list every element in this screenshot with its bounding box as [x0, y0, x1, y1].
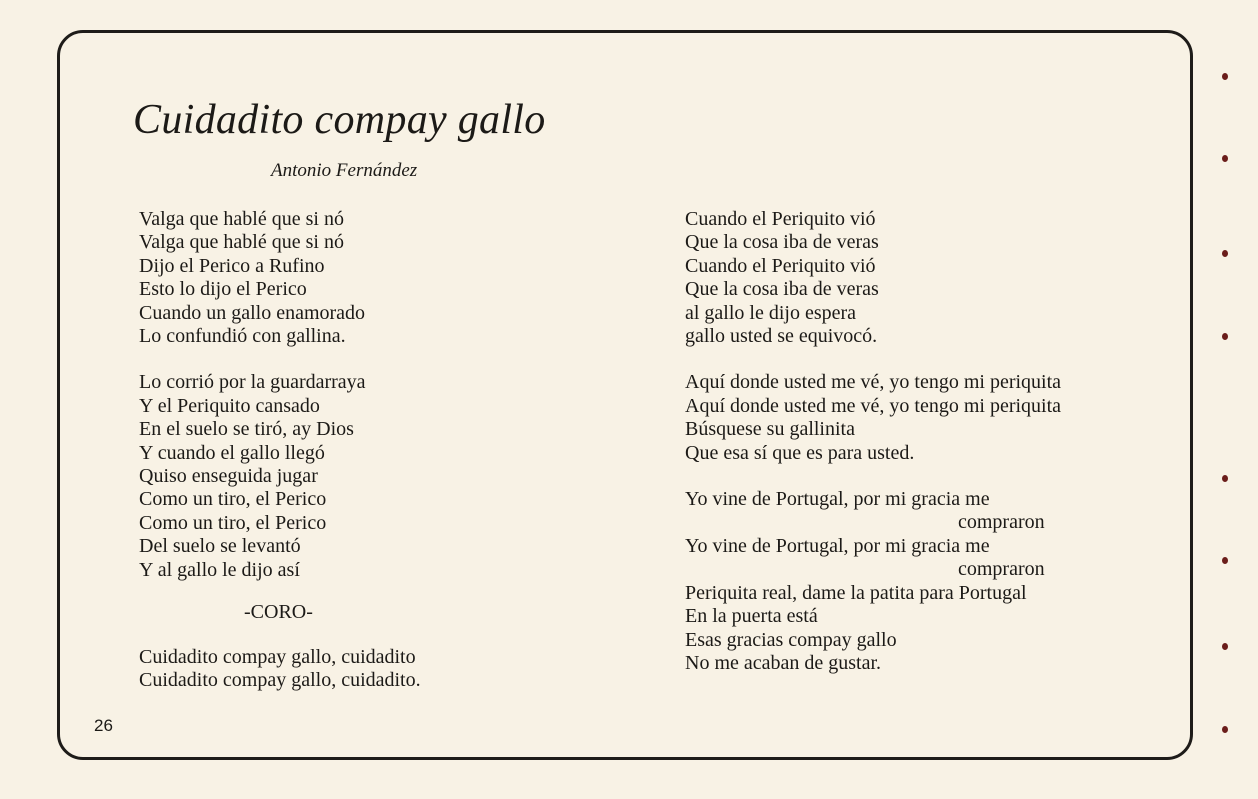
lyric-line: Esas gracias compay gallo: [685, 628, 897, 651]
stanza: [685, 371, 1061, 465]
lyric-line: Cuando un gallo enamorado: [139, 301, 366, 324]
lyric-line: Y el Periquito cansado: [139, 394, 320, 417]
lyric-line: En la puerta está: [685, 605, 818, 628]
lyric-line: Yo vine de Portugal, por mi gracia me: [685, 534, 990, 557]
chorus-line: Cuidadito compay gallo, cuidadito: [139, 645, 416, 668]
stanza: [139, 371, 421, 582]
lyric-line: Y al gallo le dijo así: [139, 558, 300, 581]
chorus-heading: -CORO-: [244, 601, 313, 624]
lyric-line: Aquí donde usted me vé, yo tengo mi periquita: [685, 371, 1062, 394]
lyric-line: No me acaban de gustar.: [685, 651, 882, 674]
lyric-line: Lo confundió con gallina.: [139, 325, 346, 348]
stanza: [139, 208, 421, 348]
lyric-line: Periquita real, dame la patita para Portugal: [685, 581, 1027, 604]
lyric-line: Como un tiro, el Perico: [139, 488, 327, 511]
left-lyrics-column: [139, 208, 421, 715]
lyric-line: En el suelo se tiró, ay Dios: [139, 418, 354, 441]
binding-hole-mark: [1222, 643, 1228, 650]
lyric-line: Del suelo se levantó: [139, 535, 301, 558]
binding-hole-mark: [1222, 557, 1228, 564]
lyric-line: Aquí donde usted me vé, yo tengo mi periquita: [685, 394, 1062, 417]
lyric-line: Que la cosa iba de veras: [685, 278, 879, 301]
stanza: [685, 208, 1061, 348]
binding-hole-mark: [1222, 726, 1228, 733]
lyric-line: al gallo le dijo espera: [685, 301, 857, 324]
chorus-line: Cuidadito compay gallo, cuidadito.: [139, 668, 421, 691]
right-lyrics-column: [685, 208, 1061, 698]
lyric-line: Cuando el Periquito vió: [685, 254, 876, 277]
song-title: Cuidadito compay gallo: [133, 97, 546, 143]
lyric-line: Y cuando el gallo llegó: [139, 441, 325, 464]
lyric-line-continuation: compraron: [958, 558, 1045, 581]
binding-hole-mark: [1222, 250, 1228, 257]
lyric-line: Valga que hablé que si nó: [139, 208, 344, 230]
lyric-line: Valga que hablé que si nó: [139, 231, 344, 254]
lyric-line: Que esa sí que es para usted.: [685, 441, 915, 464]
binding-hole-mark: [1222, 155, 1228, 162]
song-author: Antonio Fernández: [271, 160, 418, 181]
binding-hole-mark: [1222, 73, 1228, 80]
lyric-line: Esto lo dijo el Perico: [139, 278, 307, 301]
page-number: 26: [94, 716, 113, 735]
lyric-line: Dijo el Perico a Rufino: [139, 254, 325, 277]
lyric-line-continuation: compraron: [958, 511, 1045, 534]
binding-hole-mark: [1222, 475, 1228, 482]
lyric-line: Que la cosa iba de veras: [685, 231, 879, 254]
lyric-line: Cuando el Periquito vió: [685, 208, 876, 230]
chorus: [139, 646, 421, 693]
binding-hole-mark: [1222, 333, 1228, 340]
lyric-line: Búsquese su gallinita: [685, 418, 855, 441]
lyric-line: Como un tiro, el Perico: [139, 511, 327, 534]
stanza: [685, 488, 1061, 675]
lyric-line: gallo usted se equivocó.: [685, 325, 878, 348]
lyric-line: Quiso enseguida jugar: [139, 465, 318, 488]
lyric-line: Lo corrió por la guardarraya: [139, 371, 366, 394]
lyric-line: Yo vine de Portugal, por mi gracia me: [685, 488, 990, 511]
